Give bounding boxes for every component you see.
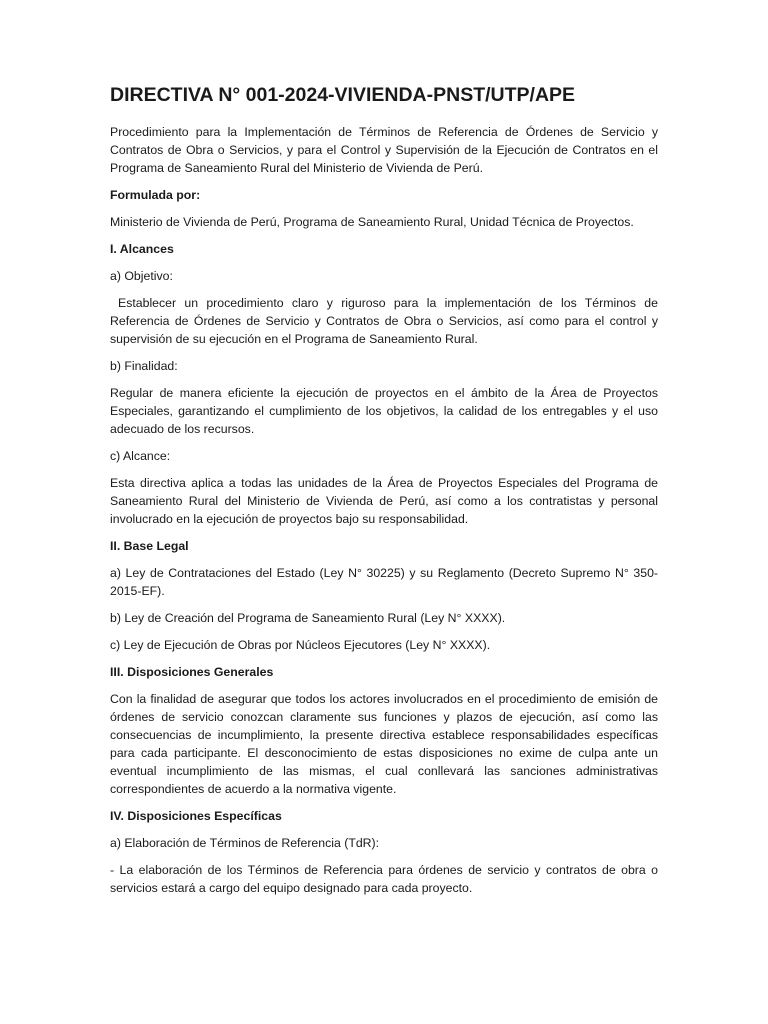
finalidad-label: b) Finalidad: <box>110 359 178 373</box>
tdr-label: a) Elaboración de Términos de Referencia (TdR): <box>110 836 380 850</box>
section-1-heading: I. Alcances <box>110 242 174 256</box>
base-legal-item: c) Ley de Ejecución de Obras por Núcleos Ejecutores (Ley N° XXXX). <box>110 638 491 652</box>
alcance-label: c) Alcance: <box>110 449 171 463</box>
section-2-heading: II. Base Legal <box>110 539 189 553</box>
alcance-text: Esta directiva aplica a todas las unidades de la Área de Proyectos Especiales del Programa de Saneamiento Rural del Ministerio de Vivienda de Perú, así como a los contratistas y personal involucrado en la ejecución de proyectos bajo su responsabilidad. <box>110 476 658 526</box>
document-page <box>110 84 658 906</box>
formulada-text: Ministerio de Vivienda de Perú, Programa de Saneamiento Rural, Unidad Técnica de Proyectos. <box>110 215 634 229</box>
intro-paragraph: Procedimiento para la Implementación de Términos de Referencia de Órdenes de Servicio y Contratos de Obra o Servicios, y para el Control y Supervisión de la Ejecución de Contratos en el Programa de Saneamiento Rural del Ministerio de Vivienda de Perú. <box>110 125 658 175</box>
finalidad-text: Regular de manera eficiente la ejecución de proyectos en el ámbito de la Área de Proyectos Especiales, garantizando el cumplimiento de los objetivos, la calidad de los entregables y el uso adecuado de los recursos. <box>110 386 658 436</box>
objetivo-label: a) Objetivo: <box>110 269 173 283</box>
base-legal-item: b) Ley de Creación del Programa de Saneamiento Rural (Ley N° XXXX). <box>110 611 506 625</box>
section-3-heading: III. Disposiciones Generales <box>110 665 274 679</box>
section-4-heading: IV. Disposiciones Específicas <box>110 809 282 823</box>
formulada-label: Formulada por: <box>110 188 201 202</box>
disposiciones-generales-text: Con la finalidad de asegurar que todos los actores involucrados en el procedimiento de emisión de órdenes de servicio conozcan claramente sus funciones y plazos de ejecución, así como las consecuencias de incumplimiento, la presente directiva establece responsabilidades específicas para cada participante. El desconocimiento de estas disposiciones no exime de culpa ante un eventual incumplimiento de las mismas, el cual conllevará las sanciones administrativas correspondientes de acuerdo a la normativa vigente. <box>110 692 658 796</box>
objetivo-text: Establecer un procedimiento claro y riguroso para la implementación de los Términos de Referencia de Órdenes de Servicio y Contratos de Obra o Servicios, así como para el control y supervisión de su ejecución en el Programa de Saneamiento Rural. <box>110 296 658 346</box>
base-legal-item: a) Ley de Contrataciones del Estado (Ley N° 30225) y su Reglamento (Decreto Supremo N° 350-2015-EF). <box>110 566 658 598</box>
tdr-text: - La elaboración de los Términos de Referencia para órdenes de servicio y contratos de obra o servicios estará a cargo del equipo designado para cada proyecto. <box>110 863 658 895</box>
document-title: DIRECTIVA N° 001-2024-VIVIENDA-PNST/UTP/APE <box>110 84 576 106</box>
